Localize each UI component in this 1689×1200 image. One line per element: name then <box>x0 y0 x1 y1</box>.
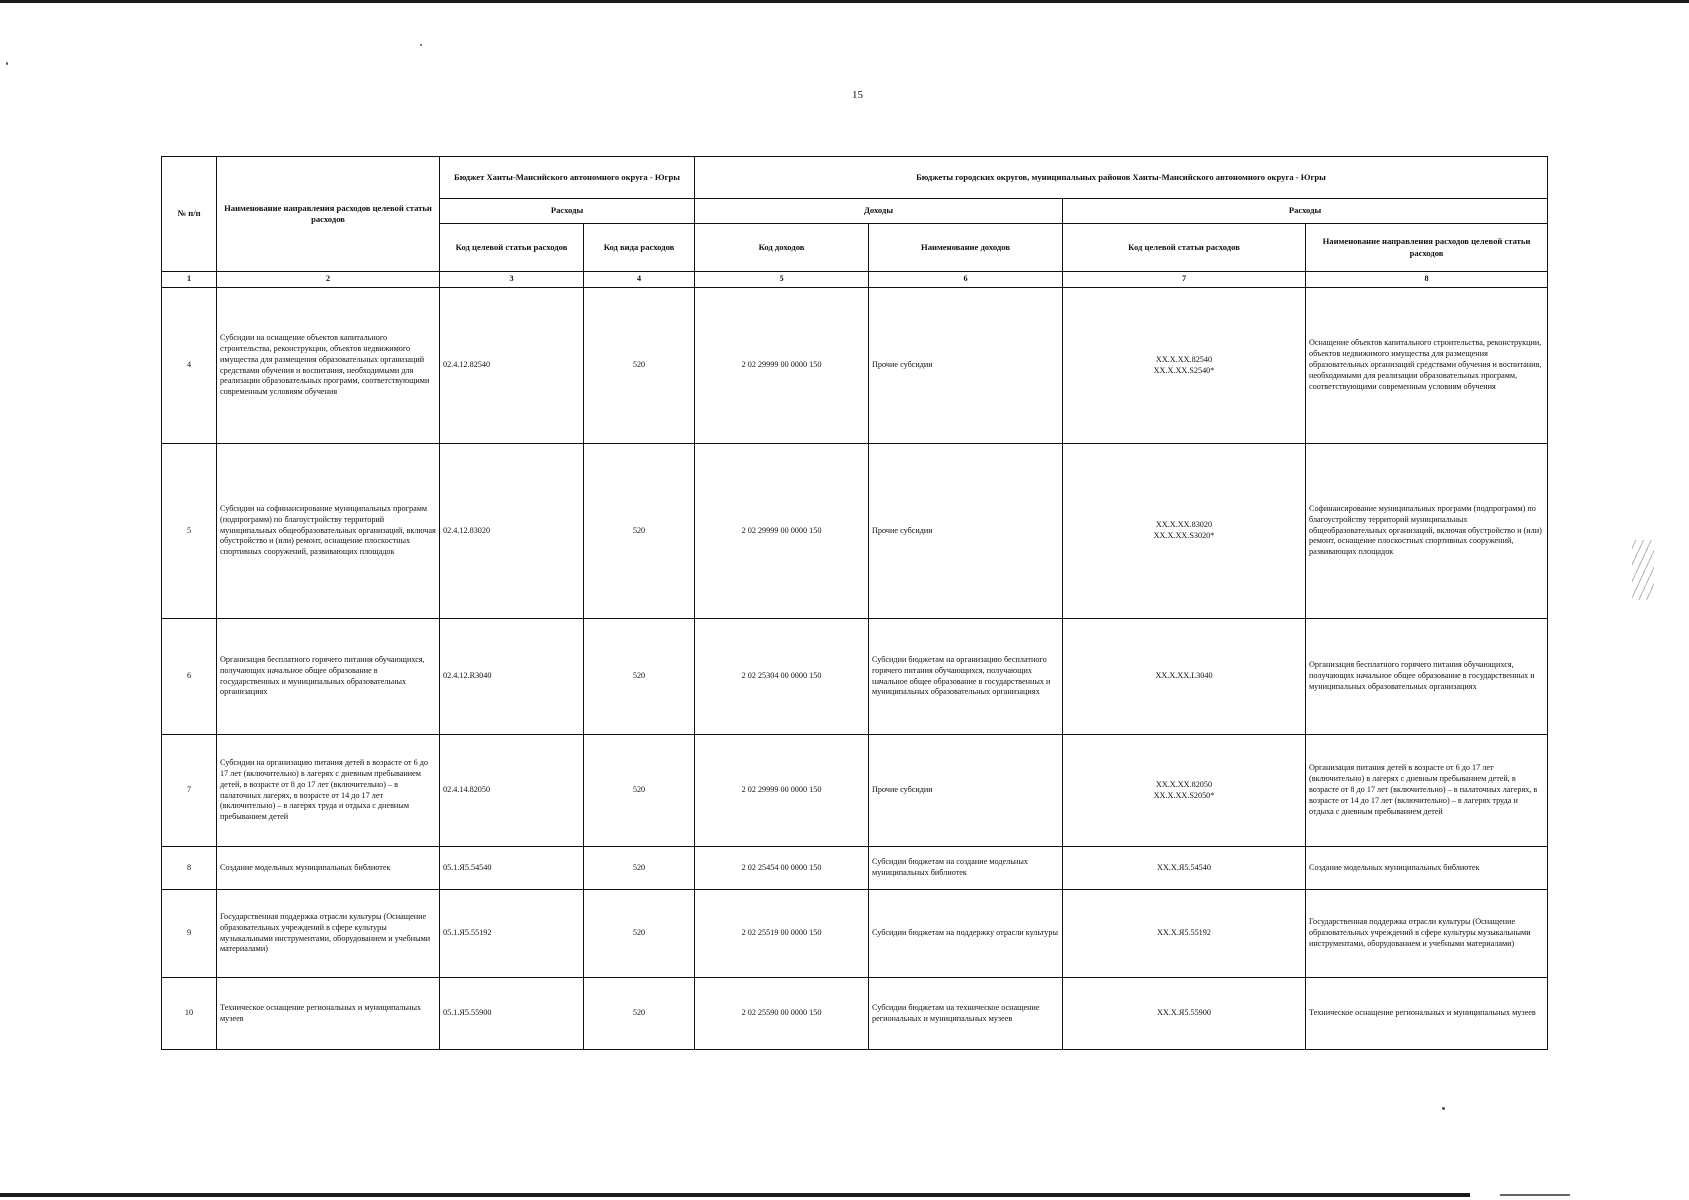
row-target-code-municipal: XX.X.Я5.54540 <box>1063 847 1306 890</box>
row-direction-name-municipal: Техническое оснащение региональных и муниципальных музеев <box>1306 978 1548 1050</box>
row-target-code-municipal: XX.X.Я5.55900 <box>1063 978 1306 1050</box>
column-number: 4 <box>584 272 695 288</box>
scan-speck <box>6 62 8 65</box>
row-number: 4 <box>162 288 217 444</box>
header-region-expenses: Расходы <box>440 199 695 224</box>
header-target-code-municipal: Код целевой статьи расходов <box>1063 224 1306 272</box>
row-income-code: 2 02 29999 00 0000 150 <box>695 735 869 847</box>
row-income-name: Прочие субсидии <box>869 444 1063 619</box>
row-target-code-municipal: XX.X.XX.82540 XX.X.XX.S2540* <box>1063 288 1306 444</box>
scan-speck <box>420 44 422 46</box>
table-row <box>162 288 1548 444</box>
row-expense-type-code: 520 <box>584 978 695 1050</box>
row-number: 7 <box>162 735 217 847</box>
row-expense-type-code: 520 <box>584 619 695 735</box>
row-expense-type-code: 520 <box>584 288 695 444</box>
column-number: 2 <box>217 272 440 288</box>
column-number: 1 <box>162 272 217 288</box>
margin-scribble <box>1632 540 1654 600</box>
column-number: 3 <box>440 272 584 288</box>
column-number: 5 <box>695 272 869 288</box>
header-income-name: Наименование доходов <box>869 224 1063 272</box>
row-target-code-municipal: XX.X.XX.82050 XX.X.XX.S2050* <box>1063 735 1306 847</box>
scan-speck <box>1442 1107 1445 1110</box>
table-row <box>162 978 1548 1050</box>
row-direction-name: Государственная поддержка отрасли культуры (Оснащение образовательных учреждений в сфере культуры музыкальными инструментами, оборудованием и учебными материалами) <box>217 890 440 978</box>
header-direction-name-municipal: Наименование направления расходов целевой статьи расходов <box>1306 224 1548 272</box>
header-municipal-expenses: Расходы <box>1063 199 1548 224</box>
page-number: 15 <box>852 89 863 101</box>
header-target-code: Код целевой статьи расходов <box>440 224 584 272</box>
row-direction-name: Субсидии на оснащение объектов капитального строительства, реконструкции, объектов недвижимого имущества для размещения образовательных организаций средствами обучения и воспитания, необходимыми для реализации образовательных программ, соответствующими современным условиям обучения <box>217 288 440 444</box>
row-target-code: 05.1.Я5.55900 <box>440 978 584 1050</box>
row-direction-name-municipal: Оснащение объектов капитального строительства, реконструкции, объектов недвижимого имущества для размещения образовательных организаций средствами обучения и воспитания, необходимыми для реализации образовательных программ, соответствующими современным условиям обучения <box>1306 288 1548 444</box>
row-income-name: Субсидии бюджетам на организацию бесплатного горячего питания обучающихся, получающих начальное общее образование в государственных и муниципальных образовательных организациях <box>869 619 1063 735</box>
row-target-code: 02.4.12.83020 <box>440 444 584 619</box>
row-direction-name: Субсидии на софинансирование муниципальных программ (подпрограмм) по благоустройству территорий муниципальных общеобразовательных организаций, включая обустройство и (или) ремонт, оснащение плоскостных спортивных сооружений, развивающих площадок <box>217 444 440 619</box>
row-target-code: 05.1.Я5.55192 <box>440 890 584 978</box>
row-income-name: Прочие субсидии <box>869 735 1063 847</box>
scan-edge-bottom <box>0 1193 1470 1197</box>
table-row <box>162 735 1548 847</box>
scan-edge-top <box>0 0 1689 3</box>
row-number: 9 <box>162 890 217 978</box>
row-direction-name-municipal: Создание модельных муниципальных библиотек <box>1306 847 1548 890</box>
row-target-code: 02.4.14.82050 <box>440 735 584 847</box>
row-target-code-municipal: XX.X.Я5.55192 <box>1063 890 1306 978</box>
row-income-name: Субсидии бюджетам на поддержку отрасли культуры <box>869 890 1063 978</box>
row-direction-name: Техническое оснащение региональных и муниципальных музеев <box>217 978 440 1050</box>
row-direction-name-municipal: Организация питания детей в возрасте от 6 до 17 лет (включительно) в лагерях с дневным пребыванием детей, в возрасте от 8 до 17 лет (включительно) – в палаточных лагерях, в возрасте от 14 до 17 лет (включительно) – в лагерях труда и отдыха с дневным пребыванием детей <box>1306 735 1548 847</box>
header-municipal-budgets: Бюджеты городских округов, муниципальных районов Ханты-Мансийского автономного округа - Югры <box>695 157 1548 199</box>
row-direction-name: Субсидии на организацию питания детей в возрасте от 6 до 17 лет (включительно) в лагерях с дневным пребыванием детей, в возрасте от 8 до 17 лет (включительно) – в палаточных лагерях, в возрасте от 14 до 17 лет (включительно) – в лагерях труда и отдыха с дневным пребыванием детей <box>217 735 440 847</box>
header-expense-type-code: Код вида расходов <box>584 224 695 272</box>
row-expense-type-code: 520 <box>584 847 695 890</box>
header-region-budget: Бюджет Ханты-Мансийского автономного округа - Югры <box>440 157 695 199</box>
row-number: 5 <box>162 444 217 619</box>
row-direction-name-municipal: Организация бесплатного горячего питания обучающихся, получающих начальное общее образование в государственных и муниципальных образовательных организациях <box>1306 619 1548 735</box>
row-income-code: 2 02 25304 00 0000 150 <box>695 619 869 735</box>
scan-edge-bottom-fragment <box>1500 1194 1570 1196</box>
row-target-code: 05.1.Я5.54540 <box>440 847 584 890</box>
table-row <box>162 890 1548 978</box>
row-direction-name-municipal: Государственная поддержка отрасли культуры (Оснащение образовательных учреждений в сфере культуры музыкальными инструментами, оборудованием и учебными материалами) <box>1306 890 1548 978</box>
row-income-code: 2 02 25590 00 0000 150 <box>695 978 869 1050</box>
row-direction-name: Создание модельных муниципальных библиотек <box>217 847 440 890</box>
row-target-code-municipal: XX.X.XX.83020 XX.X.XX.S3020* <box>1063 444 1306 619</box>
row-target-code: 02.4.12.R3040 <box>440 619 584 735</box>
row-income-name: Субсидии бюджетам на техническое оснащение региональных и муниципальных музеев <box>869 978 1063 1050</box>
table-row <box>162 619 1548 735</box>
row-number: 6 <box>162 619 217 735</box>
row-expense-type-code: 520 <box>584 444 695 619</box>
table-row <box>162 847 1548 890</box>
header-direction-name: Наименование направления расходов целевой статьи расходов <box>217 157 440 272</box>
row-number: 8 <box>162 847 217 890</box>
row-target-code: 02.4.12.82540 <box>440 288 584 444</box>
row-target-code-municipal: XX.X.XX.L3040 <box>1063 619 1306 735</box>
column-number: 7 <box>1063 272 1306 288</box>
row-income-name: Субсидии бюджетам на создание модельных муниципальных библиотек <box>869 847 1063 890</box>
row-direction-name-municipal: Софинансирование муниципальных программ (подпрограмм) по благоустройству территорий муниципальных общеобразовательных организаций, включая обустройство и (или) ремонт, оснащение плоскостных спортивных сооружений, развивающих площадок <box>1306 444 1548 619</box>
column-number: 8 <box>1306 272 1548 288</box>
row-expense-type-code: 520 <box>584 890 695 978</box>
row-expense-type-code: 520 <box>584 735 695 847</box>
row-number: 10 <box>162 978 217 1050</box>
row-income-code: 2 02 25454 00 0000 150 <box>695 847 869 890</box>
column-number: 6 <box>869 272 1063 288</box>
header-municipal-incomes: Доходы <box>695 199 1063 224</box>
row-income-code: 2 02 29999 00 0000 150 <box>695 444 869 619</box>
table-row <box>162 444 1548 619</box>
row-income-code: 2 02 25519 00 0000 150 <box>695 890 869 978</box>
header-income-code: Код доходов <box>695 224 869 272</box>
row-income-name: Прочие субсидии <box>869 288 1063 444</box>
row-direction-name: Организация бесплатного горячего питания обучающихся, получающих начальное общее образование в государственных и муниципальных образовательных организациях <box>217 619 440 735</box>
header-number: № п/п <box>162 157 217 272</box>
column-number-row <box>162 272 1548 288</box>
budget-table <box>161 156 1548 1050</box>
row-income-code: 2 02 29999 00 0000 150 <box>695 288 869 444</box>
